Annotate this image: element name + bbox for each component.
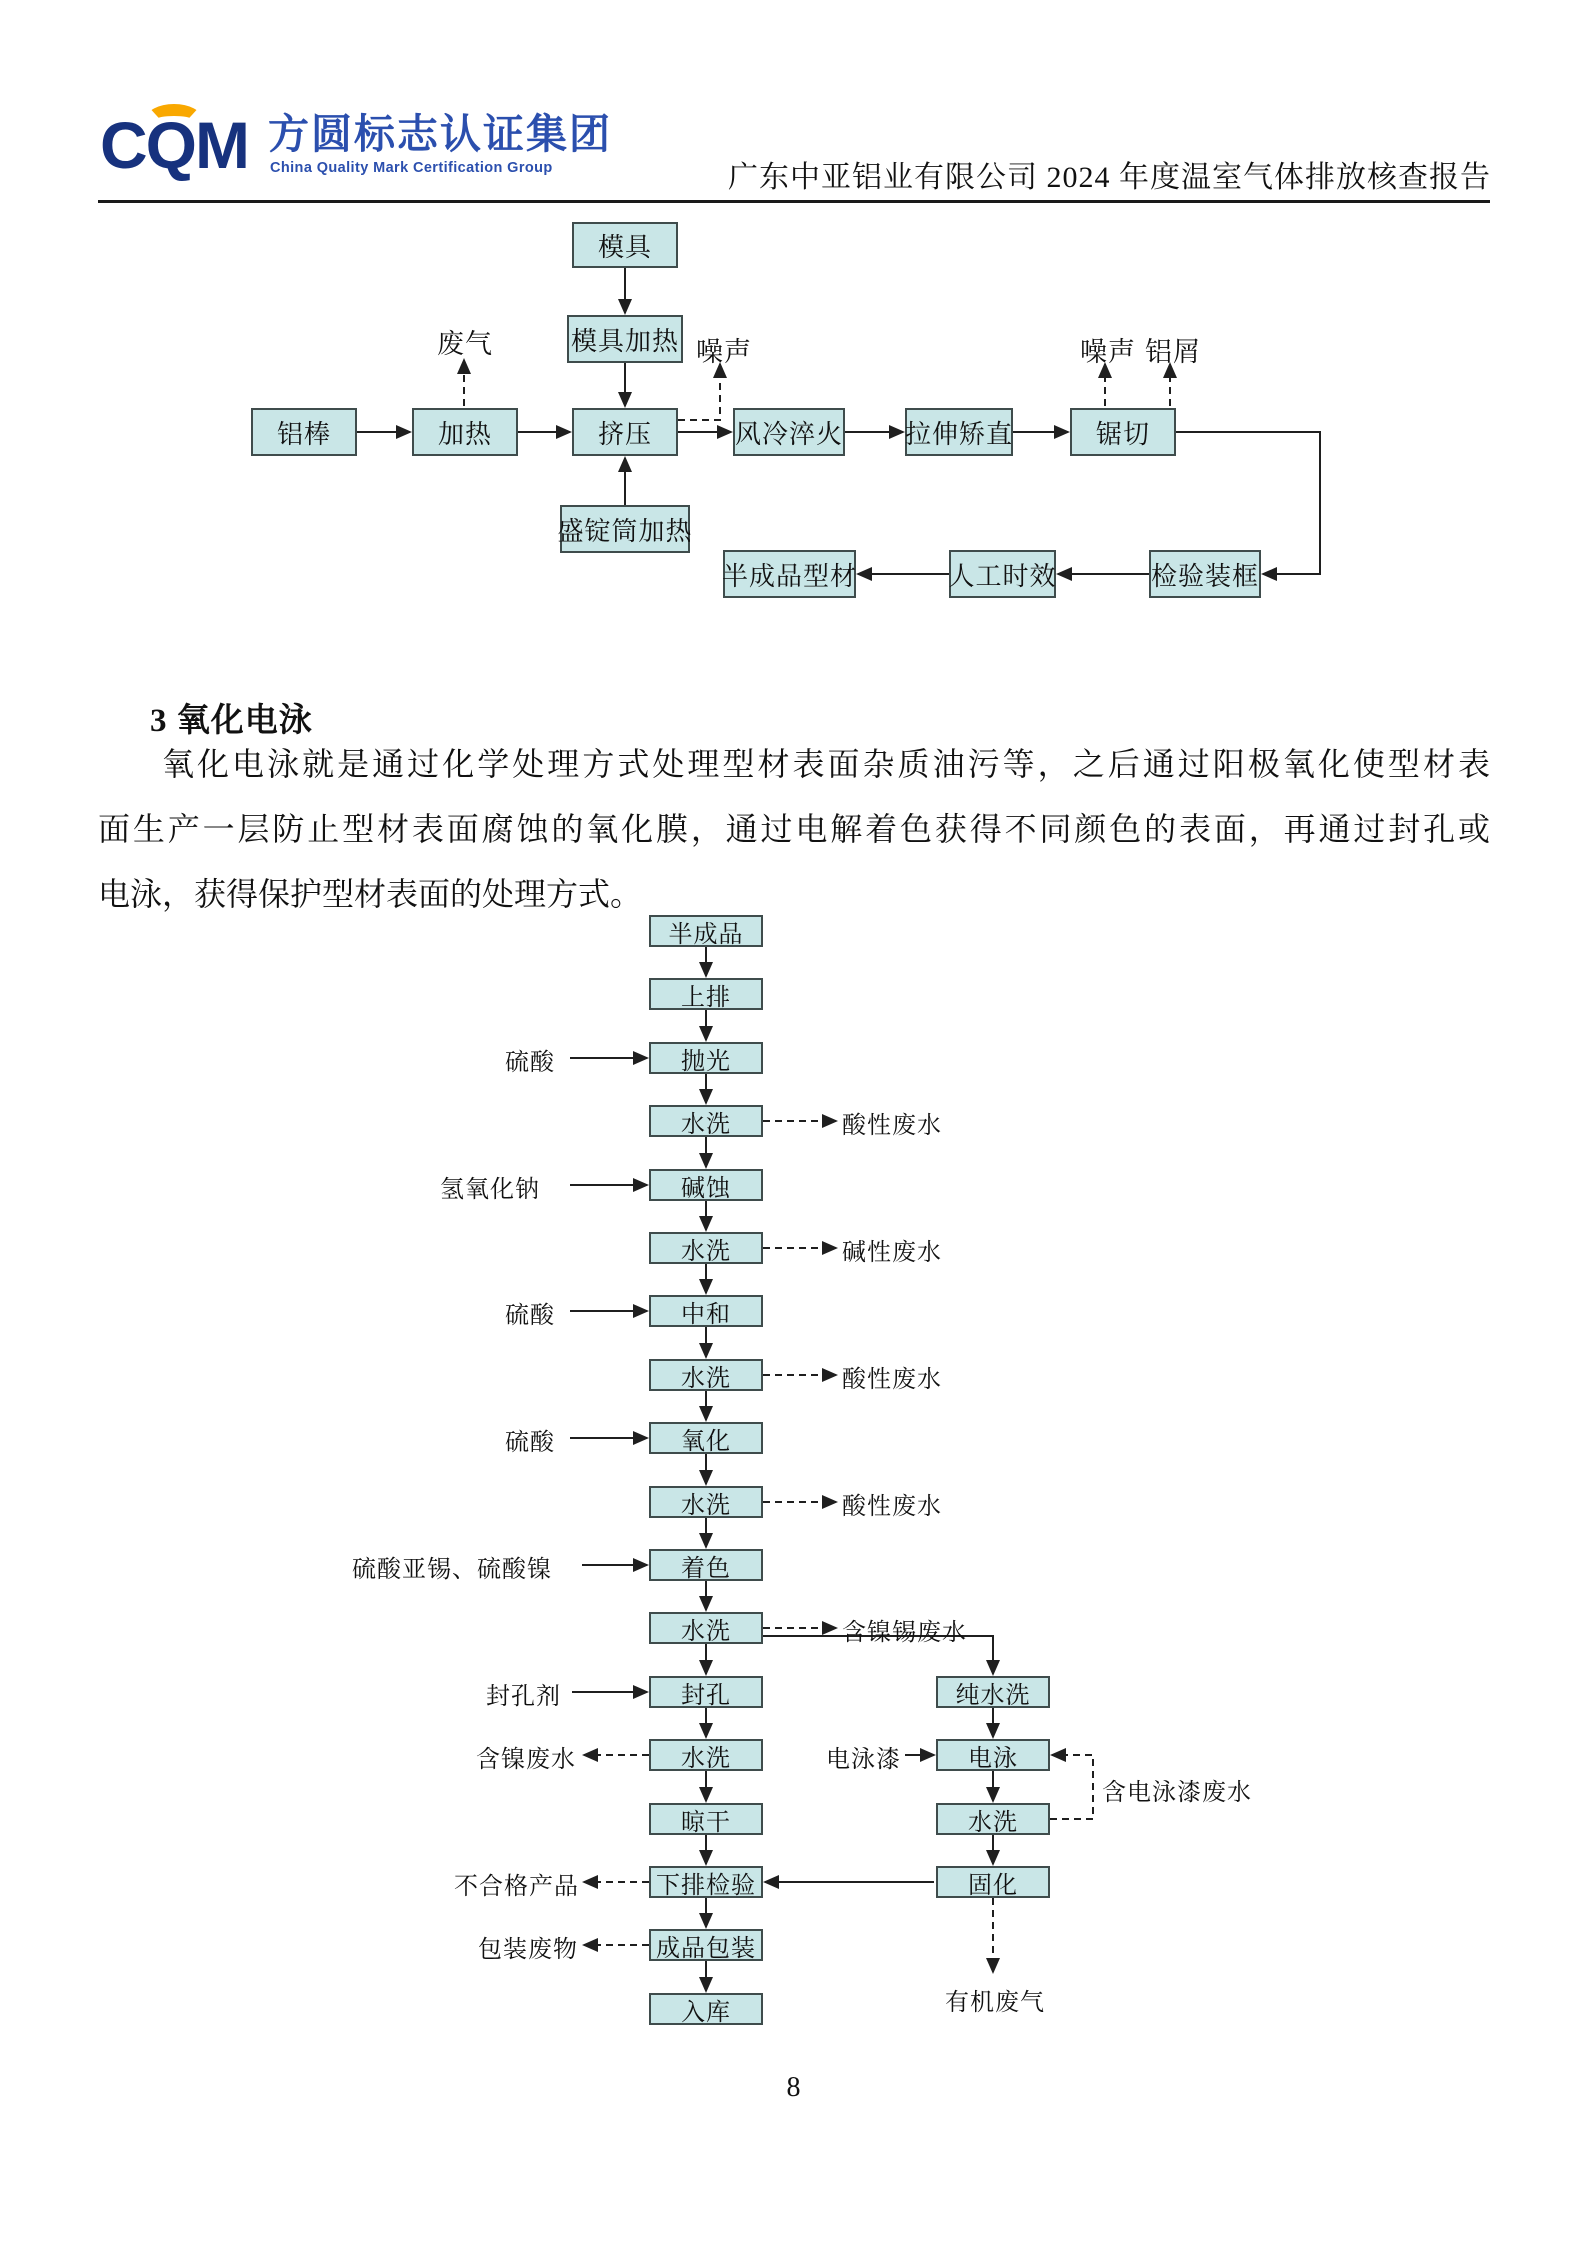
flow-node-sawing: 锯切	[1070, 408, 1176, 456]
flow-node-rinse-3: 水洗	[649, 1359, 763, 1391]
flow-label-sulfuric-acid-3: 硫酸	[505, 1430, 555, 1456]
flow-node-oxidize: 氧化	[649, 1422, 763, 1454]
paragraph-line: 电泳，获得保护型材表面的处理方式。	[98, 876, 643, 912]
flow-node-rack-down-inspect: 下排检验	[649, 1866, 763, 1898]
flow-edge	[1176, 432, 1320, 574]
flow-node-rack-up: 上排	[649, 978, 763, 1010]
flow-label-sulfuric-acid-1: 硫酸	[505, 1050, 555, 1076]
flow-node-air-dry: 晾干	[649, 1803, 763, 1835]
cqm-logo-chinese-name: 方圆标志认证集团	[268, 111, 612, 157]
section-heading: 3 氧化电泳	[150, 703, 313, 739]
flow-node-rinse-7: 水洗	[936, 1803, 1050, 1835]
flow-node-sealing: 封孔	[649, 1676, 763, 1708]
flow-label-acid-wastewater-1: 酸性废水	[842, 1113, 942, 1139]
cqm-logo-english-name: China Quality Mark Certification Group	[270, 160, 553, 176]
flow-node-air-quench: 风冷淬火	[733, 408, 845, 456]
flow-node-semi-finished-profile: 半成品型材	[723, 550, 856, 598]
flow-node-ingot-container-heating: 盛锭筒加热	[560, 505, 690, 553]
flow-label-rejected-product: 不合格产品	[454, 1874, 579, 1900]
flow-node-neutralize: 中和	[649, 1295, 763, 1327]
paragraph-line: 面生产一层防止型材表面腐蚀的氧化膜，通过电解着色获得不同颜色的表面，再通过封孔或	[98, 811, 1490, 847]
flow-node-warehouse: 入库	[649, 1993, 763, 2025]
flow-node-pure-water-rinse: 纯水洗	[936, 1676, 1050, 1708]
cqm-logo-acronym: CQM	[100, 108, 248, 182]
flow-node-alkali-etch: 碱蚀	[649, 1169, 763, 1201]
flow-label-acid-wastewater-2: 酸性废水	[842, 1367, 942, 1393]
flow-label-sealing-agent: 封孔剂	[486, 1684, 561, 1710]
flow-label-sodium-hydroxide: 氢氧化钠	[440, 1177, 540, 1203]
flow-label-nickel-wastewater: 含镍废水	[476, 1747, 576, 1773]
flow-node-artificial-aging: 人工时效	[949, 550, 1056, 598]
flow-label-organic-waste-gas: 有机废气	[945, 1990, 1045, 2016]
paragraph-line: 氧化电泳就是通过化学处理方式处理型材表面杂质油污等，之后通过阳极氧化使型材表	[162, 746, 1490, 782]
flow-node-heating: 加热	[412, 408, 518, 456]
flow-node-coloring: 着色	[649, 1549, 763, 1581]
flow-node-rinse-6: 水洗	[649, 1739, 763, 1771]
flow-node-extrude: 挤压	[572, 408, 678, 456]
flow-label-ep-paint: 电泳漆	[826, 1747, 901, 1773]
flow-node-rinse-4: 水洗	[649, 1486, 763, 1518]
flow-label-noise-2: 噪声	[1080, 337, 1136, 367]
flow-label-waste-gas: 废气	[437, 329, 493, 359]
flow-node-rinse-2: 水洗	[649, 1232, 763, 1264]
flow-node-al-rod: 铝棒	[251, 408, 357, 456]
flow-label-ep-paint-wastewater: 含电泳漆废水	[1102, 1780, 1252, 1806]
page-number: 8	[786, 2072, 801, 2103]
report-header-title: 广东中亚铝业有限公司 2024 年度温室气体排放核查报告	[728, 161, 1491, 194]
flow-edge-dashed	[1050, 1755, 1093, 1819]
flow-node-rinse-1: 水洗	[649, 1105, 763, 1137]
flow-node-curing: 固化	[936, 1866, 1050, 1898]
flow-label-nickel-tin-wastewater: 含镍锡废水	[842, 1620, 967, 1646]
flow-node-inspect-framing: 检验装框	[1149, 550, 1261, 598]
flow-label-sulfuric-acid-2: 硫酸	[505, 1303, 555, 1329]
flow-node-mold: 模具	[572, 222, 678, 268]
flow-edge	[763, 1636, 993, 1674]
flow-edge-dashed	[678, 364, 720, 420]
flow-node-rinse-5: 水洗	[649, 1612, 763, 1644]
flow-node-stretch-straighten: 拉伸矫直	[905, 408, 1013, 456]
flow-label-al-scrap: 铝屑	[1145, 337, 1201, 367]
flow-label-packing-waste: 包装废物	[478, 1937, 578, 1963]
flow-node-product-packing: 成品包装	[649, 1929, 763, 1961]
flow-node-semi-finished: 半成品	[649, 915, 763, 947]
flow-node-mold-heating: 模具加热	[567, 315, 683, 363]
flow-label-alkaline-wastewater: 碱性废水	[842, 1240, 942, 1266]
flow-label-acid-wastewater-3: 酸性废水	[842, 1494, 942, 1520]
flow-label-tin-nickel-sulfate: 硫酸亚锡、硫酸镍	[352, 1557, 552, 1583]
flow-node-electrophoresis: 电泳	[936, 1739, 1050, 1771]
flow-node-polish: 抛光	[649, 1042, 763, 1074]
flow-label-noise-1: 噪声	[696, 337, 752, 367]
